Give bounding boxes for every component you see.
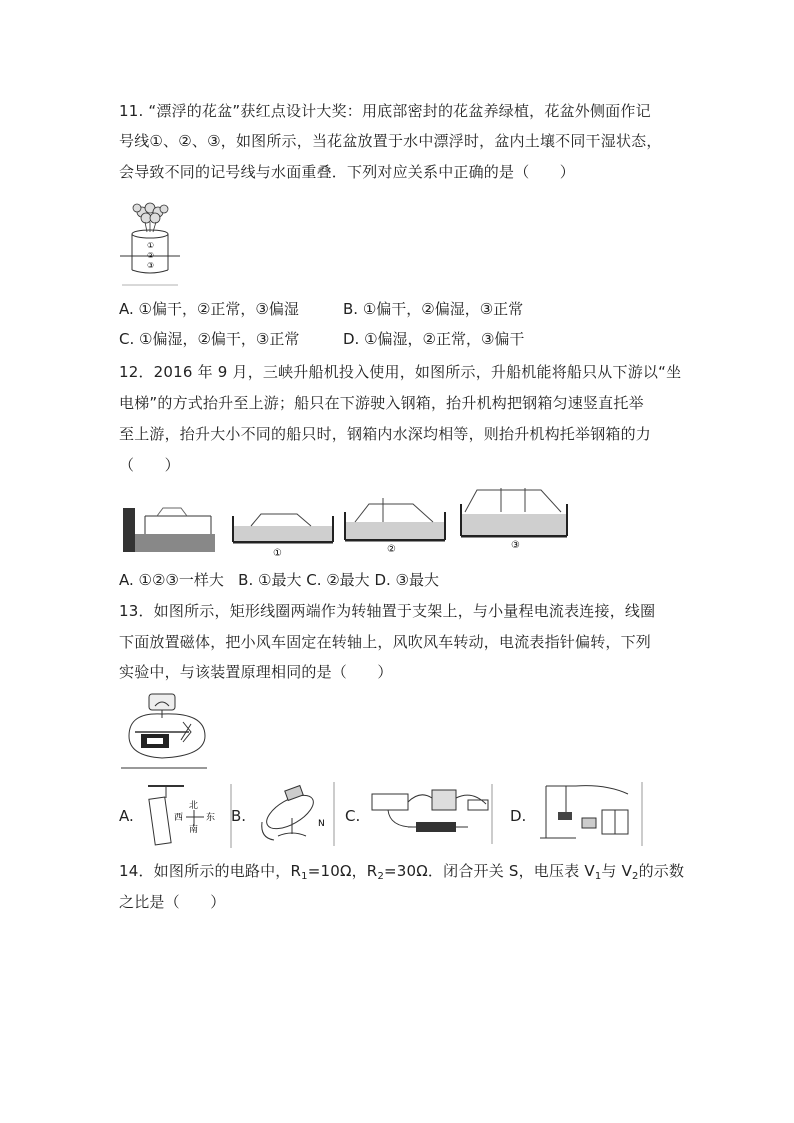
q14-text-line2: 之比是（ ） (119, 893, 226, 911)
r1-value: =10Ω，R (307, 862, 378, 880)
q11-text-line1: 11. “漂浮的花盆”获红点设计大奖：用底部密封的花盆养绿植，花盆外侧面作记 (119, 102, 651, 120)
q13-text-line1: 13．如图所示，矩形线圈两端作为转轴置于支架上，与小量程电流表连接，线圈 (119, 602, 656, 620)
magnet-n-label: N (318, 819, 325, 829)
q13-text-line3: 实验中，与该装置原理相同的是（ ） (119, 663, 393, 681)
q13-text-line2: 下面放置磁体，把小风车固定在转轴上，风吹风车转动，电流表指针偏转，下列 (119, 633, 652, 651)
mark-label-2: ② (147, 251, 155, 260)
q11-option-a: A. ①偏干，②正常，③偏湿 (119, 300, 299, 318)
v2-subscript: 2 (632, 871, 639, 882)
q13-option-d-label: D. (510, 807, 527, 825)
q12-text-line4: （ ） (119, 456, 180, 474)
q12-options: A. ①②③一样大 B. ①最大 C. ②最大 D. ③最大 (119, 571, 439, 589)
v1-subscript: 1 (594, 871, 602, 882)
q13-option-c-label: C. (345, 807, 361, 825)
compass-north: 北 (189, 801, 199, 811)
q11-text-line2: 号线①、②、③，如图所示，当花盆放置于水中漂浮时，盆内土壤不同干湿状态， (119, 132, 662, 150)
q14-prefix: 14．如图所示的电路中，R (119, 862, 302, 880)
q12-text-line2: 电梯”的方式抬升至上游；船只在下游驶入钢箱，抬升机构把钢箱匀速竖直托举 (119, 394, 644, 412)
q12-text-line3: 至上游，抬升大小不同的船只时，钢箱内水深均相等，则抬升机构托举钢箱的力 (119, 425, 652, 443)
r1-subscript: 1 (301, 871, 308, 882)
steel-box-1 (233, 514, 333, 558)
q13-option-b-label: B. (231, 807, 247, 825)
compass-south: 南 (189, 825, 199, 835)
flowerpot-figure (118, 200, 182, 286)
compass-west: 西 (174, 813, 184, 823)
mark-label-1: ① (147, 241, 155, 250)
flower-cluster (133, 203, 168, 232)
dock-scene (123, 508, 215, 552)
q11-option-d: D. ①偏湿，②正常，③偏干 (343, 330, 525, 348)
q13-figure-d (536, 782, 644, 846)
box-label-1: ① (273, 548, 282, 558)
q13-figure-a (144, 784, 234, 848)
q11-option-c: C. ①偏湿，②偏干，③正常 (119, 330, 300, 348)
q13-figure-b (256, 782, 336, 846)
q11-option-b: B. ①偏干，②偏湿，③正常 (343, 300, 524, 318)
q14-post: 的示数 (638, 862, 685, 880)
q12-text-line1: 12．2016 年 9 月，三峡升船机投入使用，如图所示，升船机能将船只从下游以“坐 (119, 363, 682, 381)
q14-text-line1 (119, 861, 684, 887)
mark-label-3: ③ (147, 261, 155, 270)
box-label-2: ② (387, 544, 396, 555)
q14-mid: 与 V (601, 862, 633, 880)
r2-value: =30Ω．闭合开关 S，电压表 V (384, 862, 595, 880)
steel-box-2 (345, 498, 445, 555)
q11-text-line3: 会导致不同的记号线与水面重叠．下列对应关系中正确的是（ ） (119, 163, 576, 181)
compass-east: 东 (206, 813, 216, 823)
r2-subscript: 2 (377, 871, 384, 882)
ship-lift-figure (121, 486, 571, 558)
generator-figure (119, 692, 209, 772)
steel-box-3 (461, 488, 567, 551)
box-label-3: ③ (511, 540, 520, 551)
q13-option-a-label: A. (119, 807, 134, 825)
q13-figure-c (368, 784, 496, 844)
